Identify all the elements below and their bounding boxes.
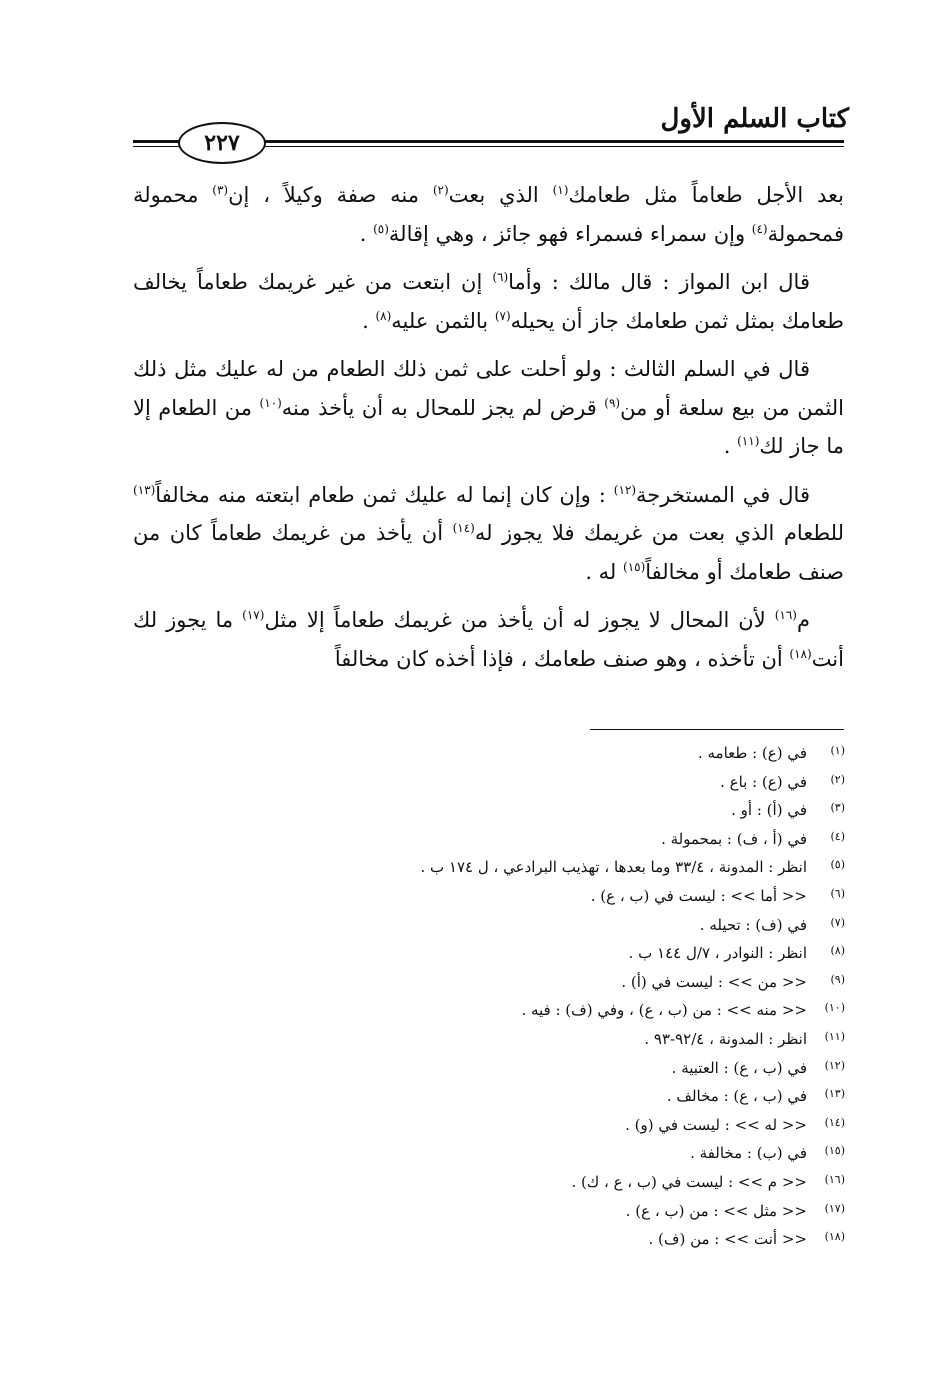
footnote-ref: (٧) [494,308,511,323]
footnote-item [225,767,845,796]
paragraph [133,176,844,253]
footnote-number: (١٤) [824,1115,845,1129]
text-run: . [362,308,376,333]
footnote-ref: (٨) [375,308,392,323]
footnote-item [225,910,845,939]
text-run: ما يجوز لك أنت [133,608,844,671]
header-title: كتاب السلم الأول [660,104,849,134]
footnote-number: (٤) [830,829,845,843]
footnote-text: في (ب ، ع) : مخالف . [666,1087,807,1106]
footnote-number: (١٠) [824,1001,845,1015]
text-run: للطعام الذي بعت من غريمك فلا يجوز له [474,521,844,545]
footnote-item [225,881,845,910]
text-run: لأن المحال لا يجوز له أن يأخذ من غريمك طعاماً إلا مثل [264,608,775,632]
text-run: الذي بعت [448,183,553,207]
footnote-number: (١٧) [824,1201,845,1215]
footnote-item [225,1138,845,1167]
paragraph [133,476,844,592]
text-run: قال في المستخرجة [636,482,810,507]
footnote-item [225,1224,845,1253]
footnote-number: (١٨) [824,1230,845,1244]
paragraph [133,263,844,340]
footnote-number: (٩) [830,972,845,986]
footnote-number: (١٦) [824,1172,845,1186]
text-run: م [796,608,810,632]
text-run: بالثمن عليه [391,308,495,333]
footnote-item [225,1081,845,1110]
text-run: قال ابن المواز : قال مالك : وأما [508,270,810,294]
text-run: : وإن كان إنما له عليك ثمن طعام ابتعته منه مخالفاً [155,482,614,507]
footnote-text: << أنت >> : من (ف) . [648,1230,807,1249]
page-number: ٢٢٧ [178,122,266,164]
footnote-text: << من >> : ليست في (أ) . [621,972,807,991]
text-run: قرض لم يجز للمحال به أن يأخذ منه [281,395,605,420]
footnote-number: (١٢) [824,1058,845,1072]
footnote-number: (٣) [830,801,845,815]
footnote-item [225,824,845,853]
footnote-number: (٢) [830,772,845,786]
footnote-item [225,852,845,881]
footnote-ref: (١٣) [133,482,156,497]
footnote-ref: (١٠) [259,395,282,410]
footnote-item [225,995,845,1024]
text-run: إن ابتعت من غير غريمك طعاماً يخالف طعامك بمثل ثمن طعامك جاز أن يحيله [133,270,844,333]
footnote-text: انظر : النوادر ، ٧/ل ١٤٤ ب . [628,944,807,963]
footnote-text: << منه >> : من (ب ، ع) ، وفي (ف) : فيه . [521,1001,807,1020]
text-run: أن تأخذه ، وهو صنف طعامك ، فإذا أخذه كان مخالفاً [334,646,790,671]
main-text [133,176,844,688]
footnote-text: في (أ ، ف) : بمحمولة . [661,829,807,848]
footnote-text: << له >> : ليست في (و) . [625,1115,807,1134]
footnote-separator [590,729,844,730]
footnote-item [225,1024,845,1053]
text-run: بعد الأجل طعاماً مثل طعامك [568,183,844,207]
footnote-item [225,1167,845,1196]
footnote-item [225,795,845,824]
footnote-item [225,1053,845,1082]
footnote-number: (٨) [830,944,845,958]
text-run: من الطعام إلا ما جاز لك [133,395,844,458]
footnote-text: في (ع) : باع . [720,772,807,791]
footnote-text: انظر : المدونة ، ٩٢/٤-٩٣ . [644,1029,807,1048]
footnote-item [225,967,845,996]
footnote-ref: (١٦) [774,608,797,622]
paragraph [133,601,844,678]
footnote-item [225,738,845,767]
footnote-ref: (٤) [751,221,768,236]
footnote-text: انظر : المدونة ، ٣٣/٤ وما بعدها ، تهذيب البرادعي ، ل ١٧٤ ب . [420,858,807,877]
text-run: منه صفة وكيلاً ، إن [228,183,433,207]
footnote-number: (١٣) [824,1087,845,1101]
footnote-text: في (ع) : طعامه . [697,744,807,762]
footnote-text: في (ب) : مخالفة . [690,1144,807,1163]
footnote-ref: (٣) [212,183,229,197]
footnote-item [225,938,845,967]
footnote-number: (٦) [830,886,845,900]
text-run: قال في السلم الثالث : ولو أحلت على ثمن ذلك الطعام من له عليك مثل ذلك الثمن من بيع سلعة أو من [133,357,844,420]
footnote-number: (١١) [824,1029,845,1043]
footnote-text: << م >> : ليست في (ب ، ع ، ك) . [571,1172,807,1191]
footnote-ref: (١) [552,183,569,197]
footnote-number: (١٥) [824,1144,845,1158]
footnote-number: (٧) [830,915,845,929]
text-run: . [723,434,738,458]
footnote-number: (٥) [830,858,845,872]
text-run: له . [585,559,623,584]
footnote-ref: (٢) [432,183,449,197]
footnote-ref: (١٤) [452,521,475,535]
footnote-number: (١) [830,744,845,757]
text-run: وإن سمراء فسمراء فهو جائز ، وهي إقالة [388,221,752,246]
footnote-ref: (٦) [492,270,509,284]
footnote-text: في (أ) : أو . [731,801,807,820]
text-run: . [359,221,374,246]
text-run: أن يأخذ من غريمك طعاماً كان من صنف طعامك أو مخالفاً [133,521,844,584]
footnote-item [225,1196,845,1225]
footnote-ref: (١٧) [242,608,265,622]
footnotes-list [225,738,845,1253]
footnote-ref: (١١) [737,434,760,448]
footnote-text: في (ف) : تحيله . [699,915,807,934]
text-run: محمولة فمحمولة [133,183,844,246]
footnote-ref: (١٥) [623,559,646,574]
footnote-item [225,1110,845,1139]
footnote-ref: (١٨) [789,646,812,661]
footnote-text: في (ب ، ع) : العتبية . [671,1058,807,1077]
footnote-text: << أما >> : ليست في (ب ، ع) . [590,886,807,905]
footnote-ref: (٥) [373,221,389,236]
paragraph [133,350,844,466]
footnote-ref: (١٢) [613,482,637,497]
footnote-ref: (٩) [604,395,621,410]
footnote-text: << مثل >> : من (ب ، ع) . [625,1201,807,1220]
